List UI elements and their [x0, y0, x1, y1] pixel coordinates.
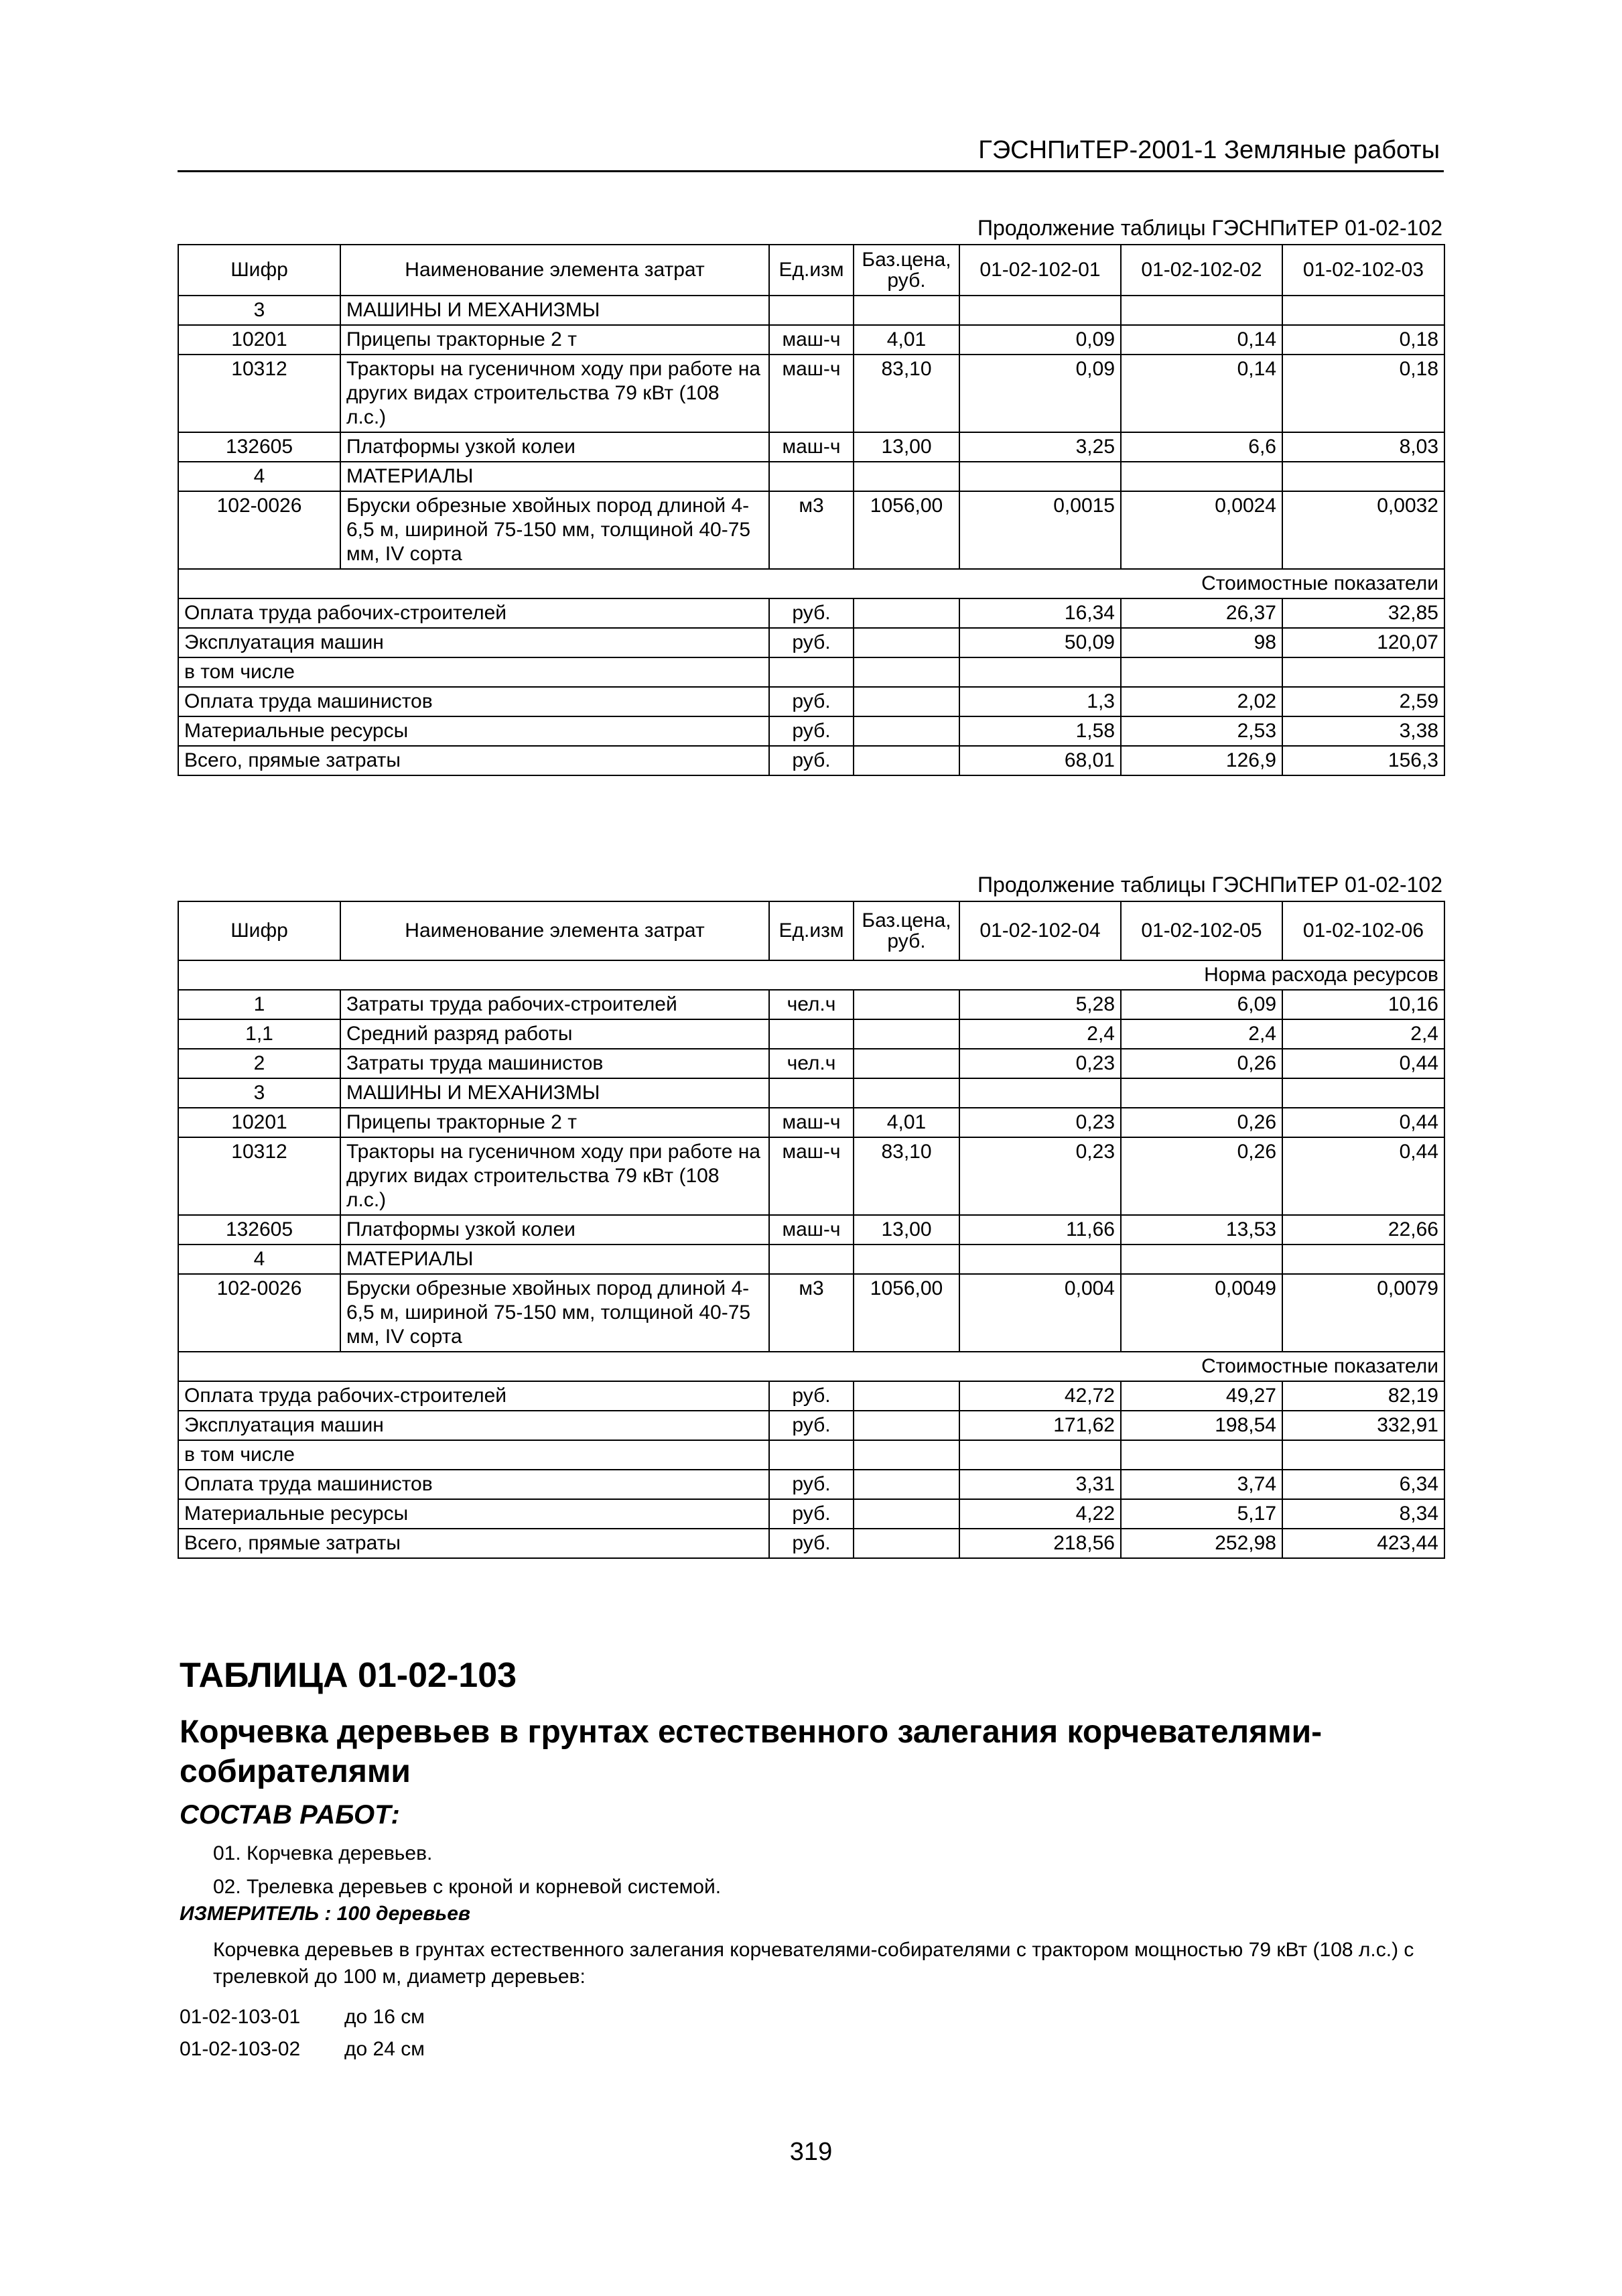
cost-value: 156,3 — [1282, 746, 1444, 775]
cost-value: 2,53 — [1121, 716, 1282, 746]
col-unit: Ед.изм — [769, 245, 854, 296]
cost-value: 26,37 — [1121, 598, 1282, 628]
cell-code: 2 — [178, 1049, 340, 1078]
cost-unit: руб. — [769, 716, 854, 746]
cell-value: 0,44 — [1282, 1049, 1444, 1078]
table-row — [178, 1215, 1444, 1245]
cell-name: Тракторы на гусеничном ходу при работе на других видах строительства 79 кВт (108 л.с.) — [340, 355, 769, 432]
table2-section-costs: Стоимостные показатели — [178, 1352, 1444, 1381]
cell-value: 0,23 — [959, 1049, 1121, 1078]
cost-row — [178, 1381, 1444, 1411]
cell-value: 2,4 — [1282, 1019, 1444, 1049]
cell-code: 10312 — [178, 1137, 340, 1215]
table-row — [178, 325, 1444, 355]
cell-value: 5,28 — [959, 990, 1121, 1019]
cost-empty — [854, 628, 959, 657]
cell-unit: маш-ч — [769, 355, 854, 432]
table-row — [178, 990, 1444, 1019]
col-shifr: Шифр — [178, 901, 340, 960]
section-subtitle: Корчевка деревьев в грунтах естественного залегания корчевателями-собирателями — [180, 1714, 1323, 1789]
header-text: ГЭСНПиТЕР-2001-1 Земляные работы — [978, 136, 1440, 164]
cost-empty — [854, 1470, 959, 1499]
cost-unit: руб. — [769, 1411, 854, 1440]
table2-caption: Продолжение таблицы ГЭСНПиТЕР 01-02-102 — [977, 873, 1442, 897]
cell-unit — [769, 1245, 854, 1274]
cell-code: 102-0026 — [178, 491, 340, 569]
cost-name: в том числе — [178, 1440, 769, 1470]
cell-code: 3 — [178, 1078, 340, 1108]
cell-price — [854, 1049, 959, 1078]
cell-value: 0,26 — [1121, 1108, 1282, 1137]
table-row — [178, 1245, 1444, 1274]
list-item — [180, 2036, 425, 2063]
cost-empty — [854, 746, 959, 775]
cell-code: 132605 — [178, 432, 340, 462]
cost-empty — [854, 716, 959, 746]
cell-value: 0,14 — [1121, 325, 1282, 355]
cell-unit: чел.ч — [769, 990, 854, 1019]
table-row — [178, 432, 1444, 462]
cost-value: 423,44 — [1282, 1529, 1444, 1558]
cost-name: Оплата труда рабочих-строителей — [178, 1381, 769, 1411]
cost-value: 120,07 — [1282, 628, 1444, 657]
list-item — [180, 2004, 425, 2036]
cell-value — [1282, 1245, 1444, 1274]
table-row — [178, 1019, 1444, 1049]
cell-unit: маш-ч — [769, 1137, 854, 1215]
cell-value: 0,18 — [1282, 325, 1444, 355]
cell-code: 132605 — [178, 1215, 340, 1245]
cell-value: 22,66 — [1282, 1215, 1444, 1245]
cost-row — [178, 746, 1444, 775]
cell-name: Бруски обрезные хвойных пород длиной 4-6,5 м, шириной 75-150 мм, толщиной 40-75 мм, IV сорта — [340, 491, 769, 569]
cost-value: 332,91 — [1282, 1411, 1444, 1440]
cost-value: 198,54 — [1121, 1411, 1282, 1440]
col-code-5: 01-02-102-05 — [1121, 901, 1282, 960]
cost-name: Оплата труда машинистов — [178, 1470, 769, 1499]
cost-unit: руб. — [769, 598, 854, 628]
cell-unit: маш-ч — [769, 1215, 854, 1245]
cell-price: 13,00 — [854, 1215, 959, 1245]
cell-value: 0,44 — [1282, 1137, 1444, 1215]
cell-name: Затраты труда машинистов — [340, 1049, 769, 1078]
cost-empty — [854, 598, 959, 628]
table1-caption: Продолжение таблицы ГЭСНПиТЕР 01-02-102 — [977, 216, 1442, 240]
cell-unit: чел.ч — [769, 1049, 854, 1078]
table-row — [178, 1274, 1444, 1352]
cell-value: 0,0032 — [1282, 491, 1444, 569]
cell-value — [1121, 296, 1282, 325]
cell-price: 83,10 — [854, 355, 959, 432]
cell-price: 13,00 — [854, 432, 959, 462]
cost-value — [959, 1440, 1121, 1470]
cell-value: 0,0024 — [1121, 491, 1282, 569]
cell-name: МАТЕРИАЛЫ — [340, 462, 769, 491]
cell-unit — [769, 296, 854, 325]
col-name: Наименование элемента затрат — [340, 245, 769, 296]
cost-value — [959, 657, 1121, 687]
cell-name: МАТЕРИАЛЫ — [340, 1245, 769, 1274]
cell-code: 10312 — [178, 355, 340, 432]
cell-value: 0,004 — [959, 1274, 1121, 1352]
table1-section-costs: Стоимостные показатели — [178, 569, 1444, 598]
cost-value: 1,58 — [959, 716, 1121, 746]
cost-name: Оплата труда машинистов — [178, 687, 769, 716]
cost-unit: руб. — [769, 1529, 854, 1558]
cell-unit — [769, 462, 854, 491]
cost-row — [178, 1440, 1444, 1470]
table2 — [178, 901, 1445, 1559]
cost-name: Материальные ресурсы — [178, 716, 769, 746]
item-text: до 24 см — [344, 2038, 425, 2060]
cost-value: 218,56 — [959, 1529, 1121, 1558]
cell-value: 6,6 — [1121, 432, 1282, 462]
cell-value: 0,44 — [1282, 1108, 1444, 1137]
table-row — [178, 1078, 1444, 1108]
cell-code: 10201 — [178, 1108, 340, 1137]
cost-value: 4,22 — [959, 1499, 1121, 1529]
section-description: Корчевка деревьев в грунтах естественного залегания корчевателями-собирателями с трактором мощностью 79 кВт (108 л.с.) с трелевкой до 100 м, диаметр деревьев: — [213, 1939, 1414, 1988]
cell-name: МАШИНЫ И МЕХАНИЗМЫ — [340, 296, 769, 325]
cell-unit: маш-ч — [769, 432, 854, 462]
col-code-6: 01-02-102-06 — [1282, 901, 1444, 960]
cell-value: 2,4 — [959, 1019, 1121, 1049]
table-row — [178, 462, 1444, 491]
cost-unit: руб. — [769, 1381, 854, 1411]
cell-value — [959, 1245, 1121, 1274]
cost-value: 6,34 — [1282, 1470, 1444, 1499]
cell-price: 4,01 — [854, 325, 959, 355]
item-code: 01-02-103-01 — [180, 2006, 301, 2028]
works-list — [213, 1840, 721, 1900]
cell-price — [854, 462, 959, 491]
cell-value — [959, 462, 1121, 491]
cell-value — [1121, 1078, 1282, 1108]
cost-name: Материальные ресурсы — [178, 1499, 769, 1529]
cell-value: 8,03 — [1282, 432, 1444, 462]
cost-row — [178, 1499, 1444, 1529]
cost-row — [178, 687, 1444, 716]
cost-value: 5,17 — [1121, 1499, 1282, 1529]
cost-unit — [769, 1440, 854, 1470]
cell-value — [1121, 1245, 1282, 1274]
col-unit: Ед.изм — [769, 901, 854, 960]
cost-name: Эксплуатация машин — [178, 1411, 769, 1440]
table-row — [178, 1137, 1444, 1215]
cost-unit — [769, 657, 854, 687]
cell-price: 1056,00 — [854, 491, 959, 569]
cost-empty — [854, 687, 959, 716]
cell-value: 0,23 — [959, 1108, 1121, 1137]
cell-value: 0,0015 — [959, 491, 1121, 569]
cell-name: Платформы узкой колеи — [340, 1215, 769, 1245]
cell-unit: м3 — [769, 491, 854, 569]
cell-value: 3,25 — [959, 432, 1121, 462]
cost-empty — [854, 1499, 959, 1529]
cell-code: 102-0026 — [178, 1274, 340, 1352]
col-code-1: 01-02-102-01 — [959, 245, 1121, 296]
cell-unit: маш-ч — [769, 325, 854, 355]
cost-value: 252,98 — [1121, 1529, 1282, 1558]
col-price: Баз.цена, руб. — [854, 901, 959, 960]
cell-price — [854, 1245, 959, 1274]
cell-value: 2,4 — [1121, 1019, 1282, 1049]
cost-row — [178, 657, 1444, 687]
cell-name: Средний разряд работы — [340, 1019, 769, 1049]
cell-value — [959, 296, 1121, 325]
cell-value: 0,23 — [959, 1137, 1121, 1215]
cost-value: 98 — [1121, 628, 1282, 657]
cost-name: Оплата труда рабочих-строителей — [178, 598, 769, 628]
cost-value: 126,9 — [1121, 746, 1282, 775]
cost-row — [178, 1529, 1444, 1558]
cost-row — [178, 1470, 1444, 1499]
cost-value: 68,01 — [959, 746, 1121, 775]
cell-value: 0,0079 — [1282, 1274, 1444, 1352]
cell-value: 0,14 — [1121, 355, 1282, 432]
cost-value — [1282, 657, 1444, 687]
cost-value: 16,34 — [959, 598, 1121, 628]
cell-name: МАШИНЫ И МЕХАНИЗМЫ — [340, 1078, 769, 1108]
cell-value — [1282, 1078, 1444, 1108]
cell-value: 0,09 — [959, 325, 1121, 355]
cost-value: 32,85 — [1282, 598, 1444, 628]
cell-value: 0,26 — [1121, 1137, 1282, 1215]
cell-value: 0,0049 — [1121, 1274, 1282, 1352]
cost-unit: руб. — [769, 1470, 854, 1499]
cell-price — [854, 1078, 959, 1108]
cell-value: 13,53 — [1121, 1215, 1282, 1245]
cost-value — [1121, 657, 1282, 687]
table-title: ТАБЛИЦА 01-02-103 — [180, 1656, 517, 1695]
work-item: 02. Трелевка деревьев с кроной и корневой системой. — [213, 1875, 722, 1898]
cost-empty — [854, 1440, 959, 1470]
cell-price: 1056,00 — [854, 1274, 959, 1352]
cost-value — [1282, 1440, 1444, 1470]
cell-unit — [769, 1019, 854, 1049]
cost-value: 50,09 — [959, 628, 1121, 657]
works-label: СОСТАВ РАБОТ: — [180, 1800, 400, 1830]
col-shifr: Шифр — [178, 245, 340, 296]
cell-value — [1282, 296, 1444, 325]
cell-unit — [769, 1078, 854, 1108]
item-code: 01-02-103-02 — [180, 2038, 301, 2060]
work-item: 01. Корчевка деревьев. — [213, 1842, 433, 1864]
cost-value: 2,59 — [1282, 687, 1444, 716]
cost-value: 3,31 — [959, 1470, 1121, 1499]
cell-code: 4 — [178, 1245, 340, 1274]
cost-unit: руб. — [769, 687, 854, 716]
cost-unit: руб. — [769, 746, 854, 775]
cost-value: 49,27 — [1121, 1381, 1282, 1411]
item-list — [180, 2004, 425, 2063]
cost-value: 8,34 — [1282, 1499, 1444, 1529]
table-row — [178, 491, 1444, 569]
cell-name: Затраты труда рабочих-строителей — [340, 990, 769, 1019]
cell-name: Тракторы на гусеничном ходу при работе на других видах строительства 79 кВт (108 л.с.) — [340, 1137, 769, 1215]
cell-value: 6,09 — [1121, 990, 1282, 1019]
col-code-2: 01-02-102-02 — [1121, 245, 1282, 296]
cost-row — [178, 1411, 1444, 1440]
cost-name: в том числе — [178, 657, 769, 687]
table1 — [178, 244, 1445, 776]
cell-value — [959, 1078, 1121, 1108]
col-name: Наименование элемента затрат — [340, 901, 769, 960]
cost-empty — [854, 1411, 959, 1440]
cost-value: 3,74 — [1121, 1470, 1282, 1499]
cell-value: 0,09 — [959, 355, 1121, 432]
col-price: Баз.цена, руб. — [854, 245, 959, 296]
page-header — [178, 129, 1444, 172]
cell-value: 10,16 — [1282, 990, 1444, 1019]
page-number: 319 — [789, 2138, 833, 2166]
cell-unit: маш-ч — [769, 1108, 854, 1137]
cell-unit: м3 — [769, 1274, 854, 1352]
cell-name: Прицепы тракторные 2 т — [340, 325, 769, 355]
cost-empty — [854, 657, 959, 687]
cost-name: Эксплуатация машин — [178, 628, 769, 657]
cell-code: 10201 — [178, 325, 340, 355]
cost-value: 82,19 — [1282, 1381, 1444, 1411]
cost-value: 171,62 — [959, 1411, 1121, 1440]
cell-name: Прицепы тракторные 2 т — [340, 1108, 769, 1137]
cell-code: 1 — [178, 990, 340, 1019]
cell-price: 4,01 — [854, 1108, 959, 1137]
col-code-4: 01-02-102-04 — [959, 901, 1121, 960]
col-code-3: 01-02-102-03 — [1282, 245, 1444, 296]
cell-code: 1,1 — [178, 1019, 340, 1049]
cost-value — [1121, 1440, 1282, 1470]
cell-price — [854, 990, 959, 1019]
cell-price — [854, 296, 959, 325]
cell-value — [1121, 462, 1282, 491]
measure-label: ИЗМЕРИТЕЛЬ : 100 деревьев — [180, 1903, 471, 1925]
cost-row — [178, 716, 1444, 746]
cell-code: 4 — [178, 462, 340, 491]
cost-value: 2,02 — [1121, 687, 1282, 716]
table-row — [178, 1108, 1444, 1137]
cost-name: Всего, прямые затраты — [178, 746, 769, 775]
cost-row — [178, 598, 1444, 628]
cost-empty — [854, 1529, 959, 1558]
cell-name: Платформы узкой колеи — [340, 432, 769, 462]
table-row — [178, 355, 1444, 432]
cell-value: 0,26 — [1121, 1049, 1282, 1078]
cost-unit: руб. — [769, 628, 854, 657]
cost-row — [178, 628, 1444, 657]
cell-name: Бруски обрезные хвойных пород длиной 4-6,5 м, шириной 75-150 мм, толщиной 40-75 мм, IV сорта — [340, 1274, 769, 1352]
table-row — [178, 1049, 1444, 1078]
cost-value: 1,3 — [959, 687, 1121, 716]
cell-value: 0,18 — [1282, 355, 1444, 432]
item-text: до 16 см — [344, 2006, 425, 2028]
cost-unit: руб. — [769, 1499, 854, 1529]
cell-value — [1282, 462, 1444, 491]
cell-price — [854, 1019, 959, 1049]
cost-value: 3,38 — [1282, 716, 1444, 746]
table-row — [178, 296, 1444, 325]
cost-value: 42,72 — [959, 1381, 1121, 1411]
cell-value: 11,66 — [959, 1215, 1121, 1245]
cell-code: 3 — [178, 296, 340, 325]
cost-empty — [854, 1381, 959, 1411]
table2-section-norm: Норма расхода ресурсов — [178, 960, 1444, 990]
cost-name: Всего, прямые затраты — [178, 1529, 769, 1558]
cell-price: 83,10 — [854, 1137, 959, 1215]
